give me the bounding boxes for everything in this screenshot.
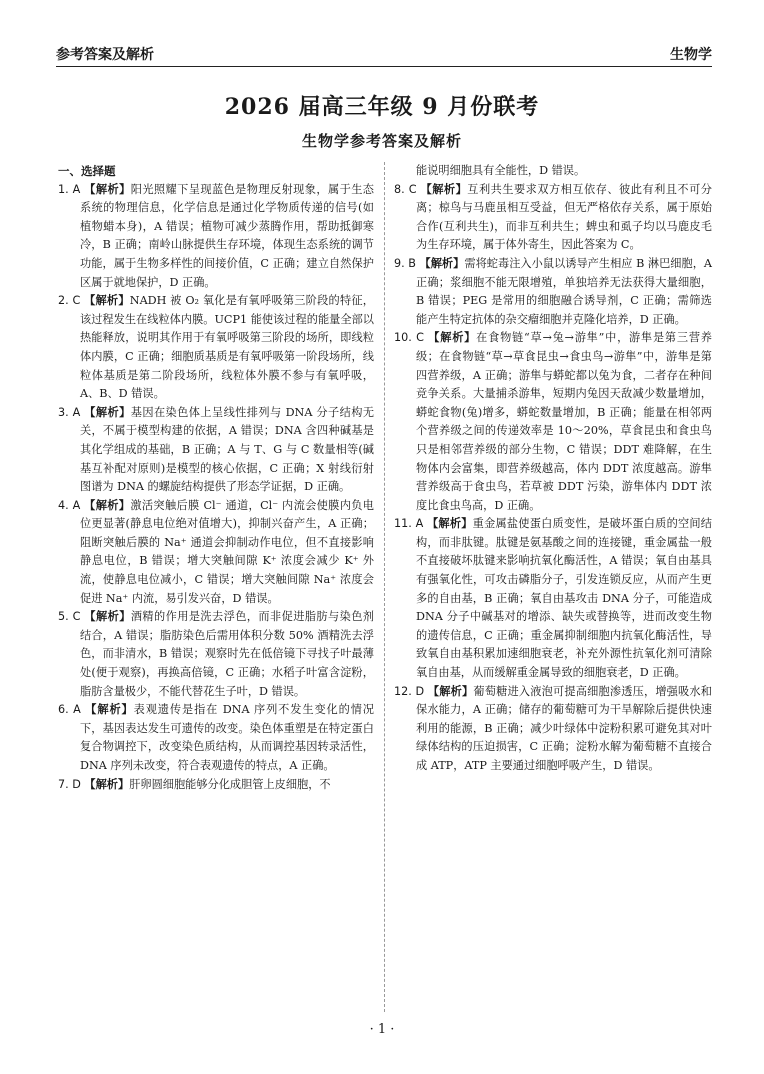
analysis-tag: 【解析】 bbox=[85, 703, 134, 717]
answer-number: 4. A bbox=[58, 498, 81, 512]
answer-item bbox=[58, 776, 374, 795]
answer-text: 酒精的作用是洗去浮色，而非促进脂肪与染色剂结合，A 错误；脂肪染色后需用体积分数 50% 酒精洗去浮色，而非清水，B 错误；观察时先在低倍镜下寻找子叶最薄处(便于观察)，再换高倍镜，C 正确；水稻子叶富含淀粉，脂肪含量极少，不能代替花生子叶，D 错误。 bbox=[80, 610, 374, 698]
analysis-tag: 【解析】 bbox=[419, 256, 465, 270]
running-header bbox=[56, 40, 712, 67]
left-column bbox=[58, 162, 374, 794]
analysis-tag: 【解析】 bbox=[428, 331, 477, 345]
analysis-tag: 【解析】 bbox=[84, 498, 131, 512]
answer-text: 在食物链“草→兔→游隼”中，游隼是第三营养级；在食物链“草→草食昆虫→食虫鸟→游隼”中，游隼是第四营养级，A 正确；游隼与蟒蛇都以兔为食，二者存在种间竞争关系。大量捕杀游隼，短期内兔因天敌减少数量增加，蟒蛇食物(兔)增多，蟒蛇数量增加，B 正确；能量在相邻两个营养级之间的传递效率是 10～20%，草食昆虫和食虫鸟只是相邻营养级的部分生物，C 错误；DDT 难降解，在生物体内会富集，即营养级越高，体内 DDT 浓度越高。游隼营养级高于食虫鸟，若草被 DDT 污染，游隼体内 DDT 浓度比食虫鸟高，D 正确。 bbox=[416, 331, 712, 512]
header-subject-label: 生物学 bbox=[670, 47, 712, 63]
document-subtitle: 生物学参考答案及解析 bbox=[301, 132, 462, 150]
answer-text: 重金属盐使蛋白质变性，是破坏蛋白质的空间结构，而非肽键。肽键是氨基酸之间的连接键，重金属盐一般不直接破坏肽键来影响抗氧化酶活性，A 错误；氧自由基具有强氧化性，可攻击磷脂分子，引发连锁反应，从而产生更多的自由基，B 正确；氧自由基攻击 DNA 分子，可能造成 DNA 分子中碱基对的增添、缺失或替换等，进而改变生物的遗传信息，C 正确；重金属抑制细胞内抗氧化酶活性，导致氧自由基积累加速细胞衰老，补充外源性抗氧化剂可清除氧自由基，从而缓解重金属导致的细胞衰老，D 正确。 bbox=[416, 517, 712, 680]
answer-number: 12. D bbox=[394, 684, 425, 698]
answer-item bbox=[394, 515, 712, 682]
answer-item bbox=[394, 255, 712, 329]
answer-text: 基因在染色体上呈线性排列与 DNA 分子结构无关，不属于模型构建的依据，A 错误；DNA 含四种碱基是其化学组成的基础，B 正确；A 与 T、G 与 C 数量相等(碱基互补配对原则)是模型的核心依据，C 正确；X 射线衍射图谱为 DNA 的螺旋结构提供了形态学证据，D 正确。 bbox=[80, 405, 375, 494]
header-left-label: 参考答案及解析 bbox=[56, 47, 154, 63]
answer-text: 能说明细胞具有全能性，D 错误。 bbox=[416, 164, 586, 177]
answer-text: 需将蛇毒注入小鼠以诱导产生相应 B 淋巴细胞，A 正确；浆细胞不能无限增殖，单独培养无法获得大量细胞，B 错误；PEG 是常用的细胞融合诱导剂，C 正确；需筛选能产生特定抗体的杂交瘤细胞并克隆化培养，D 正确。 bbox=[416, 256, 712, 326]
answer-number: 9. B bbox=[394, 256, 416, 270]
left-answer-list bbox=[58, 181, 374, 795]
answer-item bbox=[58, 701, 374, 775]
answer-number: 6. A bbox=[58, 703, 81, 717]
exam-title: 2026 届高三年级 9 月份联考 bbox=[224, 94, 540, 120]
answer-item bbox=[394, 683, 712, 776]
analysis-tag: 【解析】 bbox=[84, 294, 130, 308]
section-heading: 一、选择题 bbox=[58, 164, 116, 178]
column-divider bbox=[384, 162, 385, 1012]
analysis-tag: 【解析】 bbox=[427, 684, 474, 698]
answer-number: 3. A bbox=[58, 405, 81, 419]
answer-number: 5. C bbox=[58, 610, 81, 624]
answer-number: 7. D bbox=[58, 777, 81, 791]
right-answer-list bbox=[394, 162, 712, 776]
answer-text: 葡萄糖进入液泡可提高细胞渗透压，增强吸水和保水能力，A 正确；储存的葡萄糖可为干旱解除后提供快速利用的能源，B 正确；减少叶绿体中淀粉积累可避免其对叶绿体结构的压迫损害，C 正确；淀粉水解为葡萄糖不直接合成 ATP，ATP 主要通过细胞呼吸产生，D 错误。 bbox=[416, 684, 712, 772]
answer-text: 阳光照耀下呈现蓝色是物理反射现象，属于生态系统的物理信息，化学信息是通过化学物质传递的信号(如植物蜡本身)，A 错误；植物可减少蒸腾作用，帮助抵御寒冷，B 正确；南岭山脉提供生存环境，体现生态系统的调节功能，属于生物多样性的间接价值，C 正确；建立自然保护区属于就地保护，D 正确。 bbox=[80, 182, 374, 289]
answer-number: 1. A bbox=[58, 182, 81, 196]
page-number: · 1 · bbox=[369, 1022, 395, 1037]
answer-text: 肝卵圆细胞能够分化成胆管上皮细胞，不 bbox=[129, 777, 331, 791]
answer-item bbox=[394, 162, 712, 181]
answer-item bbox=[394, 181, 712, 255]
analysis-tag: 【解析】 bbox=[420, 182, 468, 196]
right-column bbox=[394, 162, 712, 776]
analysis-tag: 【解析】 bbox=[427, 517, 473, 531]
answer-text: 互利共生要求双方相互依存、彼此有利且不可分离；椋鸟与马鹿虽相互受益，但无严格依存关系，属于原始合作(互利共生)，而非互利共生；蜱虫和虱子均以马鹿皮毛为生存环境，属于体外寄生，因此答案为 C。 bbox=[416, 182, 712, 252]
answer-number: 11. A bbox=[394, 517, 424, 531]
answer-text: 激活突触后膜 Cl⁻ 通道，Cl⁻ 内流会使膜内负电位更显著(静息电位绝对值增大)，抑制兴奋产生，A 正确；阻断突触后膜的 Na⁺ 通道会抑制动作电位，但不直接影响静息电位，B 错误；增大突触间隙 K⁺ 浓度会减少 K⁺ 外流，使静息电位减小，C 错误；增大突触间隙 Na⁺ 浓度会促进 Na⁺ 内流，易引发兴奋，D 错误。 bbox=[80, 498, 374, 605]
answer-text: 表观遗传是指在 DNA 序列不发生变化的情况下，基因表达发生可遗传的改变。染色体重塑是在特定蛋白复合物调控下，改变染色质结构，从而调控基因转录活性，DNA 序列未改变，符合表观遗传的特点，A 正确。 bbox=[80, 703, 374, 772]
answer-item bbox=[58, 404, 374, 497]
answer-item bbox=[58, 497, 374, 609]
analysis-tag: 【解析】 bbox=[84, 610, 131, 624]
answer-text: NADH 被 O₂ 氧化是有氧呼吸第三阶段的特征，该过程发生在线粒体内膜。UCP1 能使该过程的能量全部以热能释放，说明其作用于有氧呼吸第三阶段的场所，即线粒体内膜，C 正确；细胞质基质是有氧呼吸第一阶段场所，线粒体基质是第二阶段场所，线粒体外膜不参与有氧呼吸，A、B、D 错误。 bbox=[80, 294, 374, 401]
answer-number: 10. C bbox=[394, 331, 424, 345]
analysis-tag: 【解析】 bbox=[84, 182, 131, 196]
answer-number: 2. C bbox=[58, 294, 81, 308]
answer-item bbox=[58, 181, 374, 293]
analysis-tag: 【解析】 bbox=[84, 405, 131, 419]
answer-item bbox=[58, 292, 374, 404]
answer-item bbox=[58, 608, 374, 701]
answer-item bbox=[394, 329, 712, 515]
analysis-tag: 【解析】 bbox=[84, 777, 130, 791]
answer-number: 8. C bbox=[394, 182, 417, 196]
